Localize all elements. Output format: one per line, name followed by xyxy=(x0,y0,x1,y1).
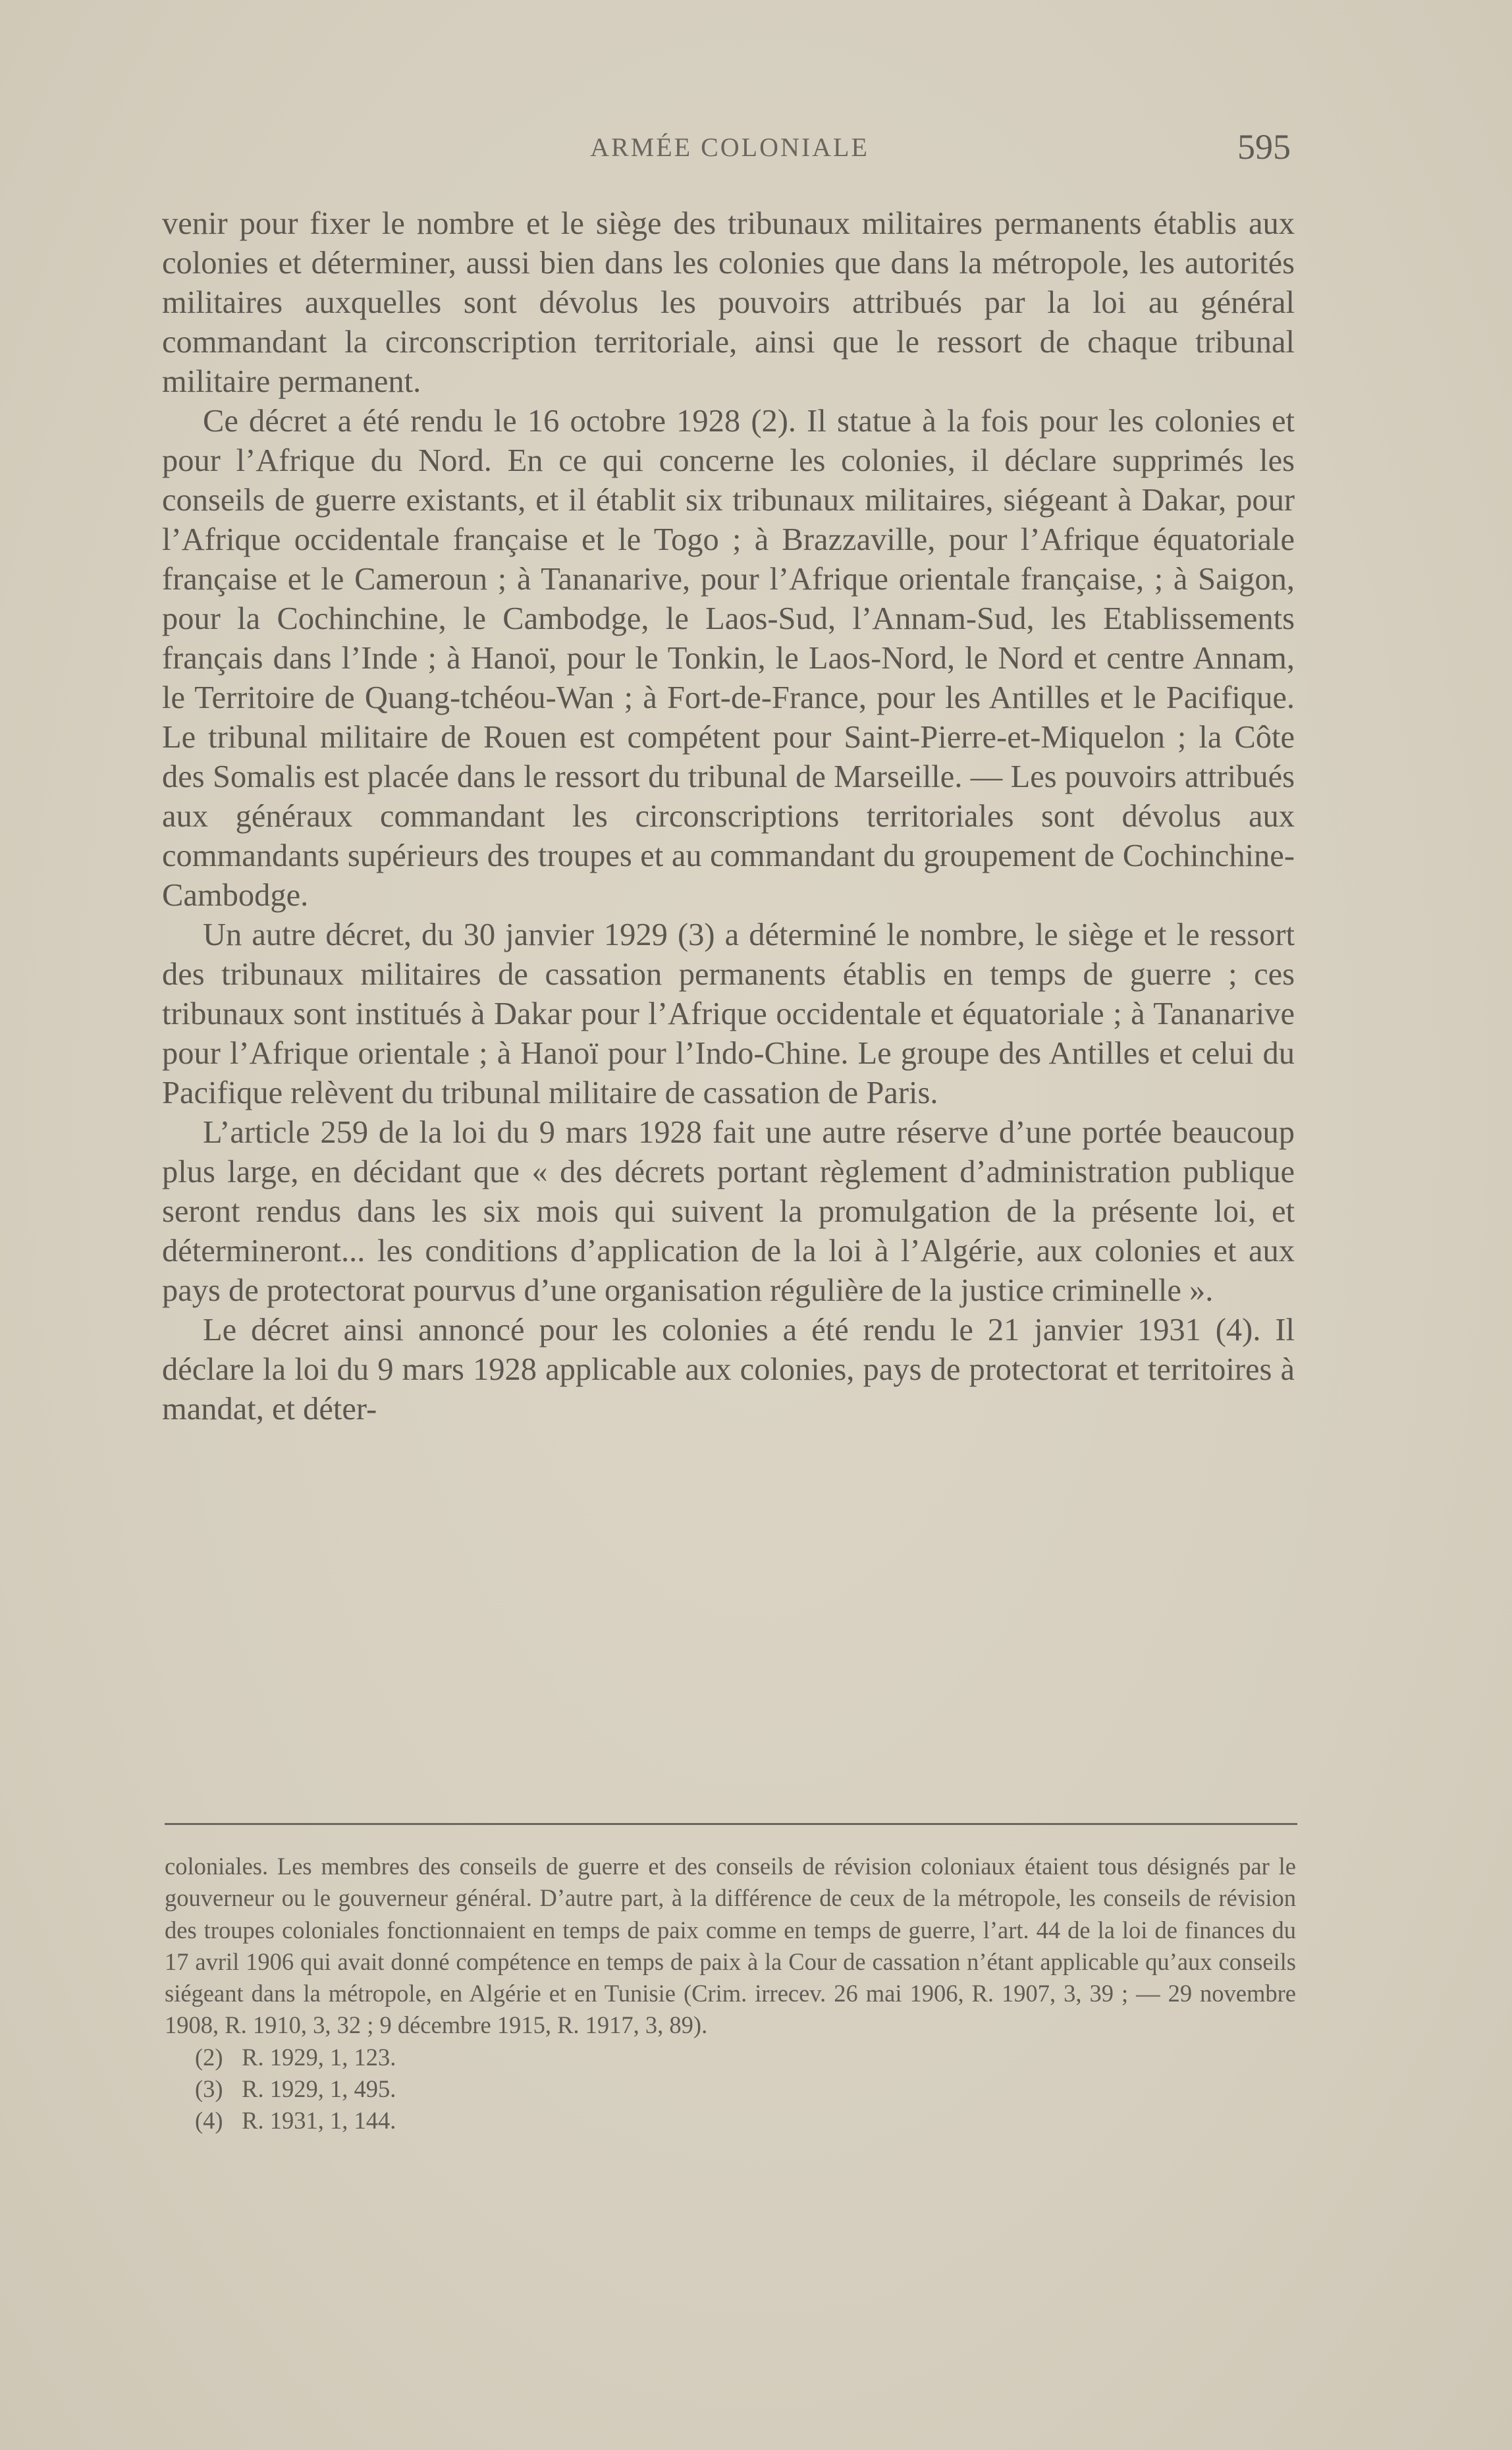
paragraph: venir pour fixer le nombre et le siège des tribunaux militaires permanents établis aux colonies et déterminer, aussi bien dans les colonies que dans la métropole, les autorités militaires auxquelles sont dévolus les pouvoirs attribués par la loi au général commandant la circonscription territoriale, ainsi que le ressort de chaque tribunal militaire permanent. xyxy=(162,206,1295,399)
footnote xyxy=(165,2105,1296,2137)
footnote-mark: (4) xyxy=(195,2107,223,2135)
footnote-mark: (2) xyxy=(195,2043,223,2071)
running-title: ARMÉE COLONIALE xyxy=(590,132,869,162)
paragraph: Un autre décret, du 30 janvier 1929 (3) a déterminé le nombre, le siège et le ressort des tribunaux militaires de cassation permanents établis en temps de guerre ; ces tribunaux sont institués à Dakar pour l’Afrique occidentale et équatoriale ; à Tananarive pour l’Afrique orientale ; à Hanoï pour l’Indo-Chine. Le groupe des Antilles et celui du Pacifique relèvent du tribunal militaire de cassation de Paris. xyxy=(162,917,1295,1110)
page-number: 595 xyxy=(1237,127,1291,167)
footnote-text: R. 1929, 1, 123. xyxy=(242,2043,396,2071)
footnote xyxy=(165,2073,1296,2105)
footnote-separator xyxy=(165,1823,1297,1825)
footnote-text: R. 1931, 1, 144. xyxy=(242,2107,396,2135)
footnote xyxy=(165,2042,1296,2073)
footnotes xyxy=(165,1851,1296,2137)
footnote-continuation: coloniales. Les membres des conseils de guerre et des conseils de révision coloniaux étaient tous désignés par le gouverneur ou le gouverneur général. D’autre part, à la différence de ceux de la métropole, les conseils de révision des troupes coloniales fonctionnaient en temps de paix comme en temps de guerre, l’art. 44 de la loi de finances du 17 avril 1906 qui avait donné compétence en temps de paix à la Cour de cassation n’étant applicable qu’aux conseils siégeant dans la métropole, en Algérie et en Tunisie (Crim. irrecev. 26 mai 1906, R. 1907, 3, 39 ; — 29 novembre 1908, R. 1910, 3, 32 ; 9 décembre 1915, R. 1917, 3, 89). xyxy=(165,1853,1296,2039)
main-text xyxy=(162,204,1295,1429)
footnote-mark: (3) xyxy=(195,2075,223,2103)
page-header xyxy=(163,126,1296,174)
paragraph: Le décret ainsi annoncé pour les colonies a été rendu le 21 janvier 1931 (4). Il déclare la loi du 9 mars 1928 applicable aux colonies, pays de protectorat et territoires à mandat, et déter- xyxy=(162,1313,1295,1427)
footnote-text: R. 1929, 1, 495. xyxy=(242,2075,396,2103)
paragraph: L’article 259 de la loi du 9 mars 1928 fait une autre réserve d’une portée beaucoup plus large, en décidant que « des décrets portant règlement d’administration publique seront rendus dans les six mois qui suivent la promulgation de la présente loi, et détermineront... les conditions d’application de la loi à l’Algérie, aux colonies et aux pays de protectorat pourvus d’une organisation régulière de la justice criminelle ». xyxy=(162,1115,1295,1308)
paragraph: Ce décret a été rendu le 16 octobre 1928 (2). Il statue à la fois pour les colonies et pour l’Afrique du Nord. En ce qui concerne les colonies, il déclare supprimés les conseils de guerre existants, et il établit six tribunaux militaires, siégeant à Dakar, pour l’Afrique occidentale française et le Togo ; à Brazzaville, pour l’Afrique équatoriale française et le Cameroun ; à Tananarive, pour l’Afrique orientale française, ; à Saigon, pour la Cochinchine, le Cambodge, le Laos-Sud, l’Annam-Sud, les Etablissements français dans l’Inde ; à Hanoï, pour le Tonkin, le Laos-Nord, le Nord et centre Annam, le Territoire de Quang-tchéou-Wan ; à Fort-de-France, pour les Antilles et le Pacifique. Le tribunal militaire de Rouen est compétent pour Saint-Pierre-et-Miquelon ; la Côte des Somalis est placée dans le ressort du tribunal de Marseille. — Les pouvoirs attribués aux généraux commandant les circonscriptions territoriales sont dévolus aux commandants supérieurs des troupes et au commandant du groupement de Cochinchine-Cambodge. xyxy=(162,404,1295,913)
